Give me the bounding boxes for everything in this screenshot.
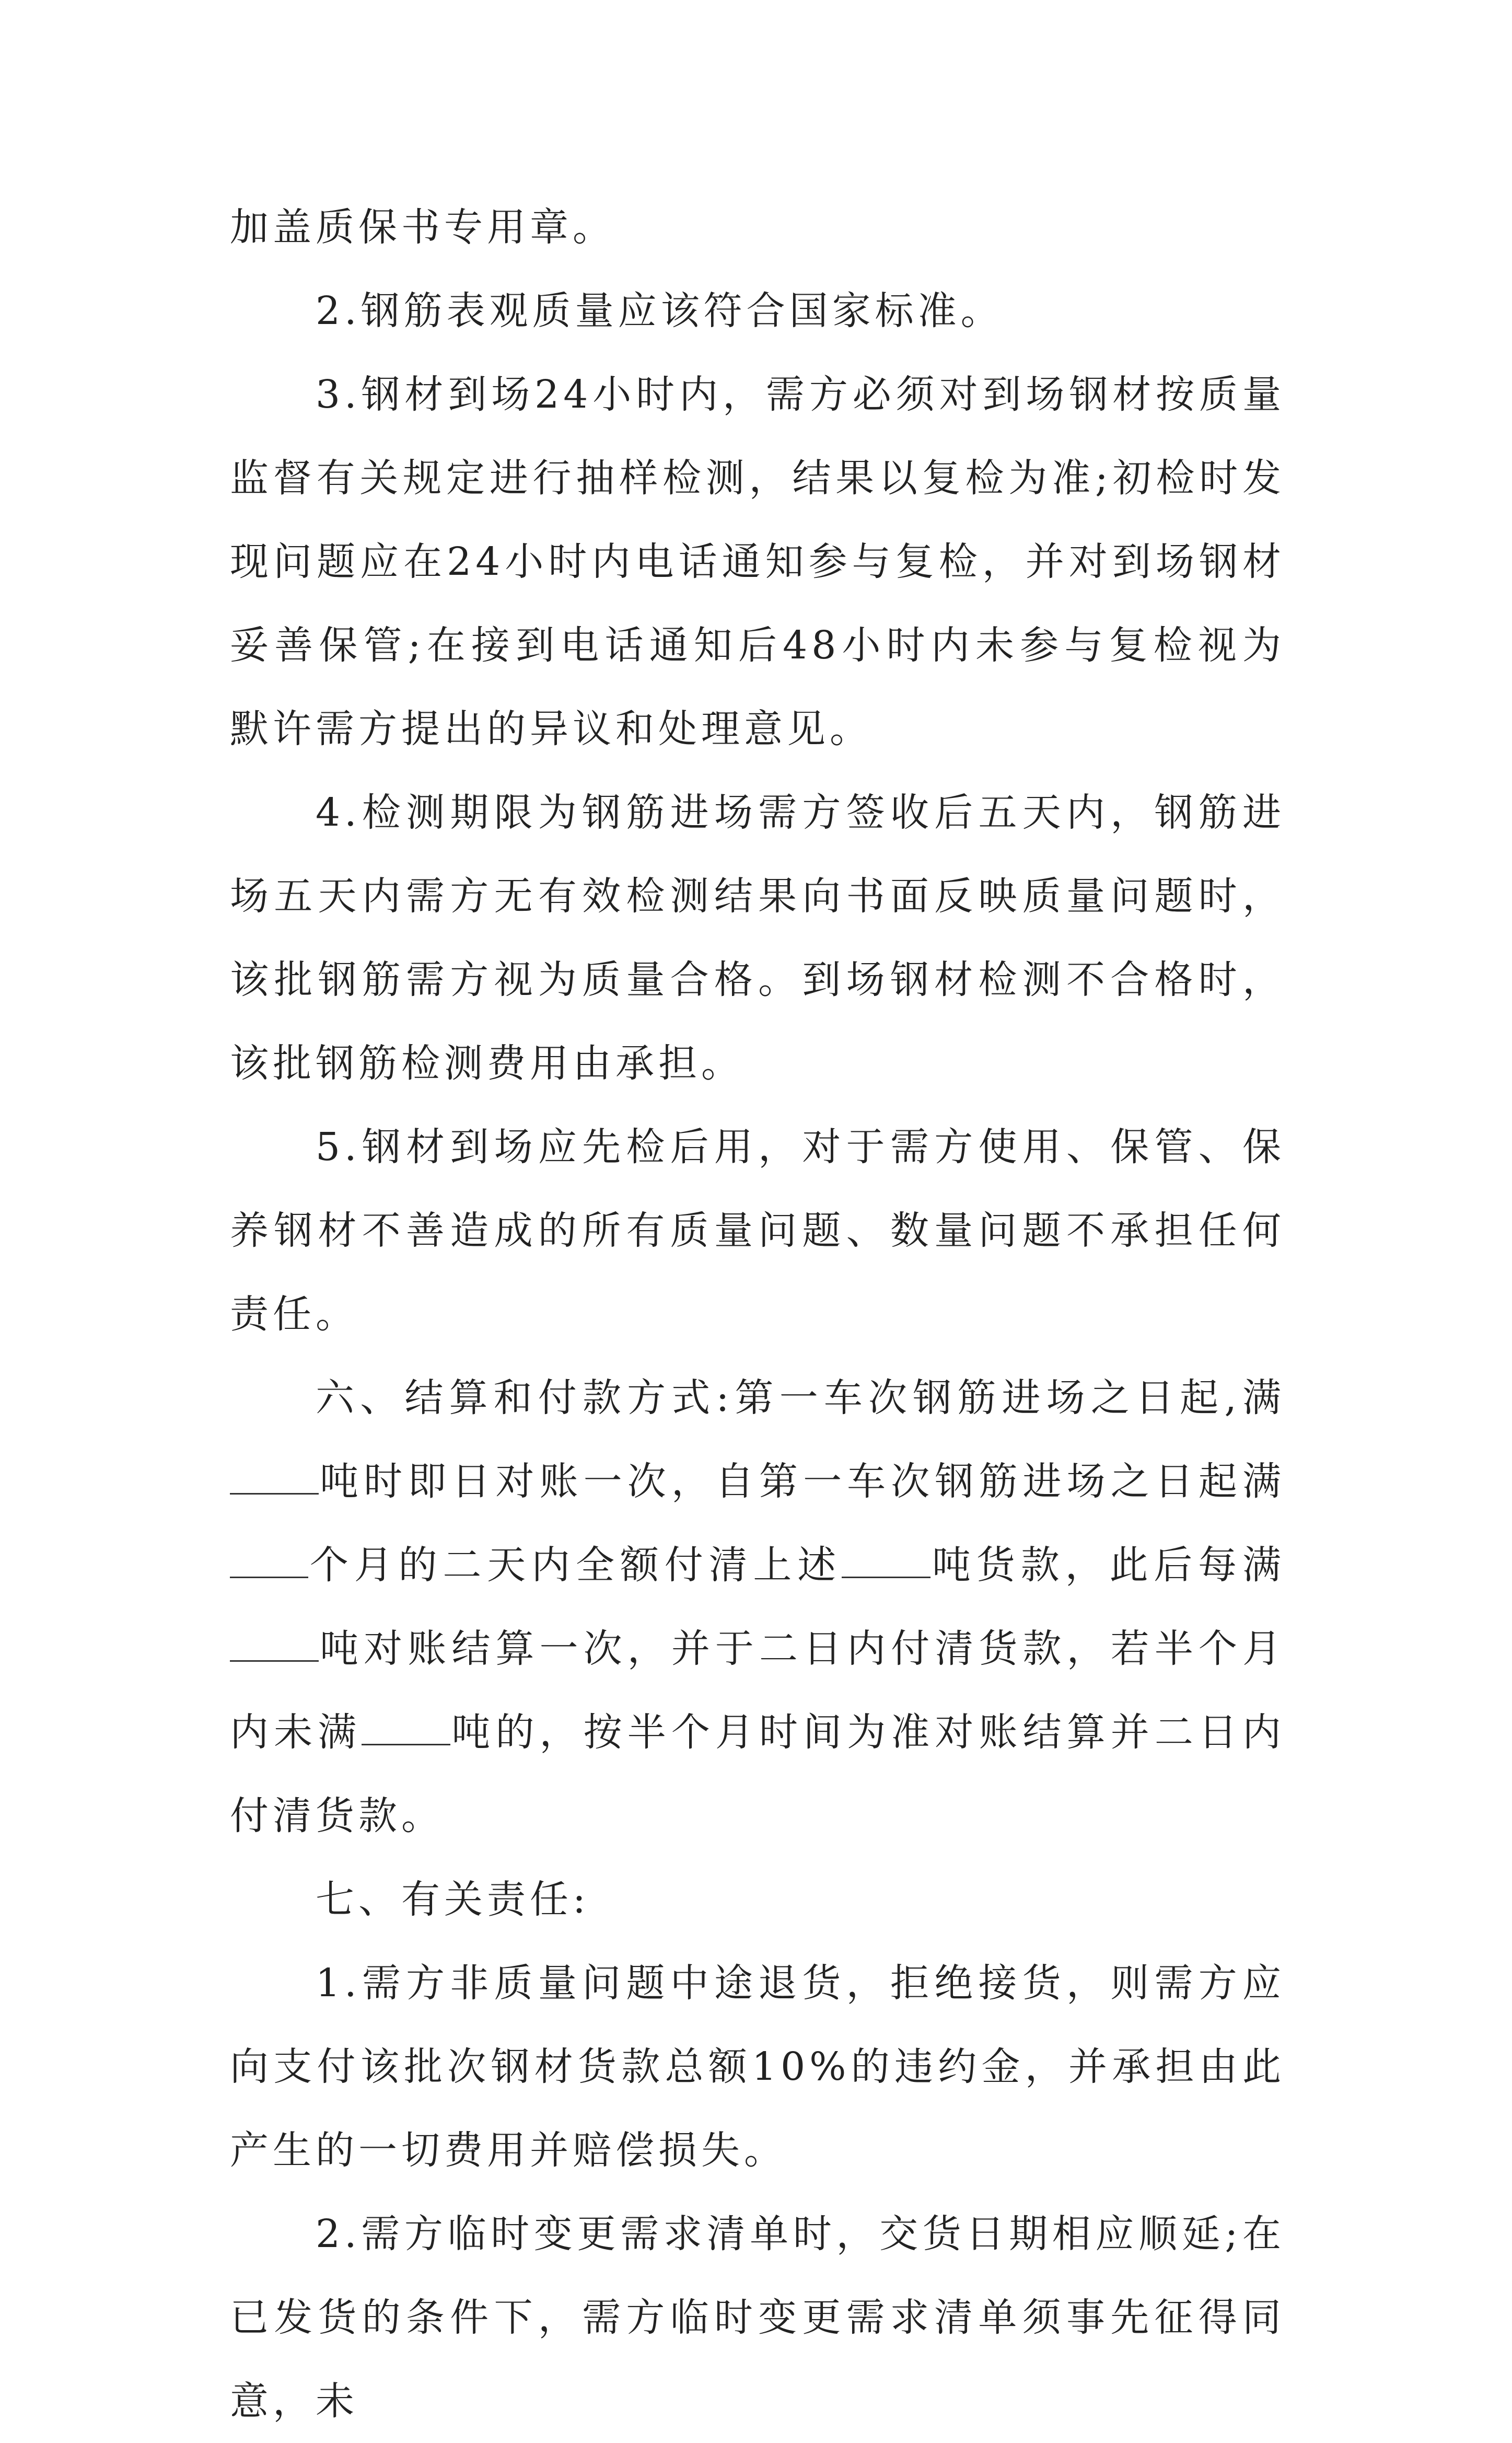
paragraph-settlement — [230, 1356, 1285, 1858]
settlement-text-3: 个月的二天内全额付清上述 — [308, 1543, 842, 1588]
paragraph-item-4: 4.检测期限为钢筋进场需方签收后五天内，钢筋进场五天内需方无有效检测结果向书面反映质量问题时，该批钢筋需方视为质量合格。到场钢材检测不合格时，该批钢筋检测费用由承担。 — [230, 790, 1285, 1086]
blank-field-months — [230, 1545, 308, 1578]
paragraph-continuation: 加盖质保书专用章。 — [230, 205, 615, 250]
blank-field-tons-3 — [230, 1629, 319, 1662]
settlement-text-2: 吨时即日对账一次，自第一车次钢筋进场之日起满 — [319, 1459, 1285, 1504]
settlement-text-4: 吨货款，此后每满 — [931, 1543, 1286, 1588]
settlement-text-6: 吨的，按半个月时间为准对账结算并二日内付清货款。 — [230, 1710, 1286, 1838]
section-heading-responsibility: 七、有关责任: — [316, 1877, 590, 1922]
document-body — [230, 186, 1285, 2443]
blank-field-tons-4 — [362, 1712, 450, 1745]
settlement-text-5: 吨对账结算一次，并于二日内付清货款，若半个月内未满 — [230, 1626, 1285, 1755]
blank-field-tons-2 — [842, 1545, 931, 1578]
paragraph-item-3: 3.钢材到场24小时内，需方必须对到场钢材按质量监督有关规定进行抽样检测，结果以复检为准;初检时发现问题应在24小时内电话通知参与复检，并对到场钢材妥善保管;在接到电话通知后48小时内未参与复检视为默许需方提出的异议和处理意见。 — [230, 372, 1285, 751]
paragraph-item-5: 5.钢材到场应先检后用，对于需方使用、保管、保养钢材不善造成的所有质量问题、数量问题不承担任何责任。 — [230, 1125, 1285, 1337]
paragraph-item-2: 2.钢筋表观质量应该符合国家标准。 — [316, 288, 1004, 333]
paragraph-responsibility-1: 1.需方非质量问题中途退货，拒绝接货，则需方应向支付该批次钢材货款总额10%的违约金，并承担由此产生的一切费用并赔偿损失。 — [230, 1961, 1285, 2173]
settlement-text-1: 六、结算和付款方式:第一车次钢筋进场之日起,满 — [316, 1375, 1285, 1420]
blank-field-tons-1 — [230, 1462, 319, 1495]
paragraph-responsibility-2: 2.需方临时变更需求清单时，交货日期相应顺延;在已发货的条件下，需方临时变更需求清单须事先征得同意，未 — [230, 2212, 1285, 2424]
